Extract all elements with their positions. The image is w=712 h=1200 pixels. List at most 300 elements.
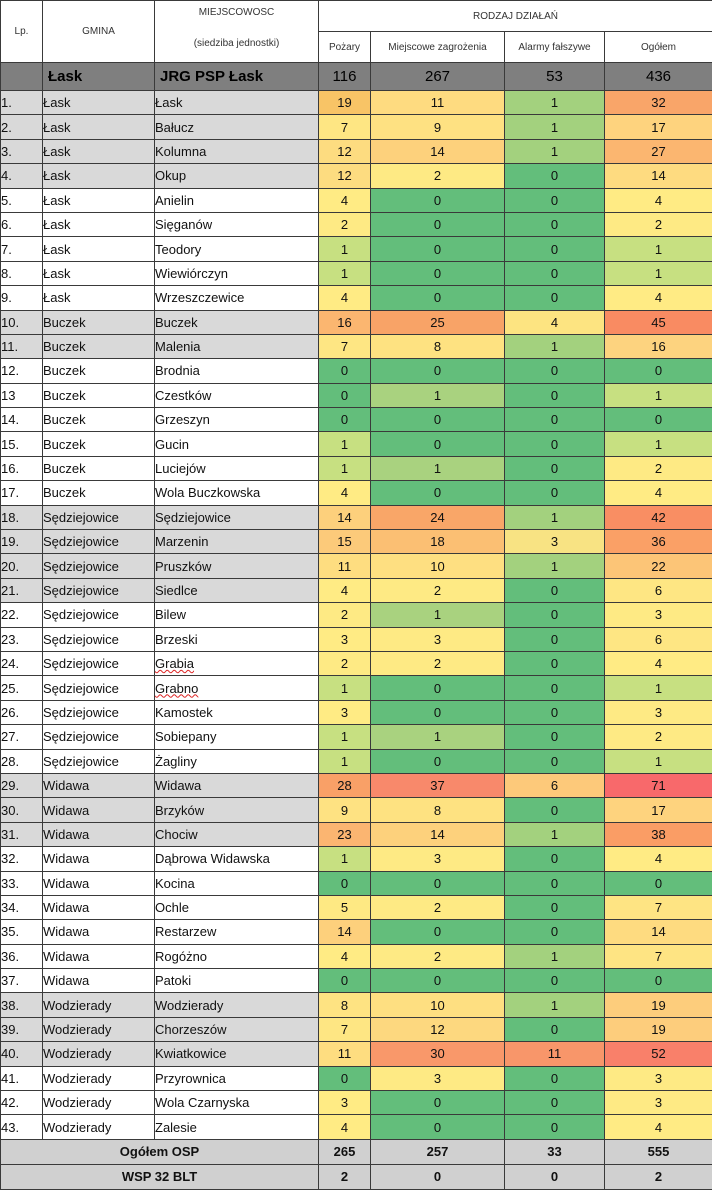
header-miejscowosc-label: MIEJSCOWOSC: [198, 7, 275, 18]
row-lp: 4.: [1, 164, 43, 188]
row-miejscowe: 0: [371, 237, 505, 261]
table-row: [1, 91, 712, 115]
table-row: [1, 993, 712, 1017]
table-row: [1, 920, 712, 944]
row-alarmy: 0: [505, 1017, 605, 1041]
row-alarmy: 0: [505, 164, 605, 188]
jrg-pozary: 116: [319, 63, 371, 91]
row-gmina: Sędziejowice: [43, 505, 155, 529]
row-ogolem: 3: [605, 700, 712, 724]
row-miejscowosc: Kocina: [155, 871, 319, 895]
totals-miejscowe: 0: [371, 1164, 505, 1189]
table-row: [1, 383, 712, 407]
row-ogolem: 27: [605, 139, 712, 163]
row-miejscowe: 12: [371, 1017, 505, 1041]
row-alarmy: 1: [505, 91, 605, 115]
row-miejscowe: 30: [371, 1042, 505, 1066]
row-gmina: Buczek: [43, 310, 155, 334]
row-lp: 28.: [1, 749, 43, 773]
row-alarmy: 1: [505, 822, 605, 846]
row-gmina: Łask: [43, 115, 155, 139]
row-alarmy: 0: [505, 627, 605, 651]
row-gmina: Sędziejowice: [43, 530, 155, 554]
row-pozary: 4: [319, 1115, 371, 1139]
table-row: [1, 651, 712, 675]
row-lp: 13: [1, 383, 43, 407]
row-ogolem: 3: [605, 1091, 712, 1115]
table-row: [1, 505, 712, 529]
table-row: [1, 164, 712, 188]
row-pozary: 1: [319, 432, 371, 456]
row-lp: 12.: [1, 359, 43, 383]
row-pozary: 7: [319, 115, 371, 139]
table-row: [1, 212, 712, 236]
row-lp: 32.: [1, 847, 43, 871]
totals-label: Ogółem OSP: [1, 1139, 319, 1164]
row-alarmy: 0: [505, 725, 605, 749]
row-pozary: 19: [319, 91, 371, 115]
row-alarmy: 0: [505, 1115, 605, 1139]
row-gmina: Widawa: [43, 871, 155, 895]
row-pozary: 4: [319, 481, 371, 505]
row-lp: 20.: [1, 554, 43, 578]
row-ogolem: 22: [605, 554, 712, 578]
totals-alarmy: 0: [505, 1164, 605, 1189]
row-gmina: Buczek: [43, 408, 155, 432]
row-miejscowe: 9: [371, 115, 505, 139]
row-lp: 3.: [1, 139, 43, 163]
table-row: [1, 115, 712, 139]
row-pozary: 3: [319, 627, 371, 651]
jrg-name: JRG PSP Łask: [155, 63, 319, 91]
row-ogolem: 7: [605, 895, 712, 919]
row-miejscowe: 0: [371, 481, 505, 505]
totals-ogolem: 2: [605, 1164, 712, 1189]
row-ogolem: 38: [605, 822, 712, 846]
row-gmina: Wodzierady: [43, 993, 155, 1017]
row-alarmy: 0: [505, 408, 605, 432]
table-row: [1, 578, 712, 602]
table-row: [1, 773, 712, 797]
row-ogolem: 36: [605, 530, 712, 554]
jrg-miejscowe: 267: [371, 63, 505, 91]
header-lp: Lp.: [1, 1, 43, 63]
row-pozary: 12: [319, 164, 371, 188]
table-row: [1, 1115, 712, 1139]
row-alarmy: 0: [505, 481, 605, 505]
row-pozary: 14: [319, 505, 371, 529]
row-alarmy: 0: [505, 212, 605, 236]
row-lp: 24.: [1, 651, 43, 675]
row-ogolem: 0: [605, 359, 712, 383]
row-miejscowosc: Brzeski: [155, 627, 319, 651]
row-alarmy: 0: [505, 651, 605, 675]
row-ogolem: 32: [605, 91, 712, 115]
row-gmina: Łask: [43, 261, 155, 285]
row-alarmy: 1: [505, 139, 605, 163]
row-pozary: 23: [319, 822, 371, 846]
row-miejscowe: 1: [371, 725, 505, 749]
row-pozary: 1: [319, 456, 371, 480]
row-lp: 18.: [1, 505, 43, 529]
totals-ogolem: 555: [605, 1139, 712, 1164]
row-pozary: 1: [319, 749, 371, 773]
row-miejscowosc: Brzyków: [155, 798, 319, 822]
row-pozary: 7: [319, 334, 371, 358]
row-miejscowe: 37: [371, 773, 505, 797]
row-alarmy: 0: [505, 1066, 605, 1090]
row-miejscowosc: Rogóżno: [155, 944, 319, 968]
row-ogolem: 0: [605, 871, 712, 895]
row-miejscowe: 0: [371, 1115, 505, 1139]
row-miejscowosc: Bilew: [155, 603, 319, 627]
row-pozary: 4: [319, 944, 371, 968]
table-row: [1, 822, 712, 846]
row-miejscowe: 0: [371, 749, 505, 773]
row-lp: 27.: [1, 725, 43, 749]
row-pozary: 1: [319, 676, 371, 700]
row-miejscowosc: [155, 651, 319, 675]
row-pozary: 0: [319, 1066, 371, 1090]
row-ogolem: 4: [605, 1115, 712, 1139]
table-row: [1, 749, 712, 773]
row-lp: 30.: [1, 798, 43, 822]
table-row: [1, 481, 712, 505]
row-alarmy: 0: [505, 969, 605, 993]
row-gmina: Sędziejowice: [43, 554, 155, 578]
totals-pozary: 265: [319, 1139, 371, 1164]
header-miejscowosc: [155, 1, 319, 63]
row-lp: 26.: [1, 700, 43, 724]
row-ogolem: 4: [605, 286, 712, 310]
row-lp: 41.: [1, 1066, 43, 1090]
table-row: [1, 895, 712, 919]
row-alarmy: 0: [505, 188, 605, 212]
row-lp: 19.: [1, 530, 43, 554]
row-alarmy: 0: [505, 286, 605, 310]
row-gmina: Sędziejowice: [43, 749, 155, 773]
row-miejscowosc: Wola Buczkowska: [155, 481, 319, 505]
table-row: [1, 188, 712, 212]
header-siedziba-label: (siedziba jednostki): [193, 38, 280, 49]
row-ogolem: 3: [605, 603, 712, 627]
row-lp: 6.: [1, 212, 43, 236]
row-lp: 15.: [1, 432, 43, 456]
row-miejscowe: 24: [371, 505, 505, 529]
row-gmina: Sędziejowice: [43, 578, 155, 602]
row-ogolem: 6: [605, 627, 712, 651]
row-alarmy: 1: [505, 115, 605, 139]
row-gmina: Buczek: [43, 383, 155, 407]
row-ogolem: 0: [605, 408, 712, 432]
row-gmina: Widawa: [43, 969, 155, 993]
table-row: [1, 334, 712, 358]
row-miejscowe: 2: [371, 944, 505, 968]
row-gmina: Buczek: [43, 334, 155, 358]
row-miejscowosc: Ochle: [155, 895, 319, 919]
row-miejscowosc: Gucin: [155, 432, 319, 456]
row-gmina: Widawa: [43, 920, 155, 944]
table-row: [1, 261, 712, 285]
row-alarmy: 0: [505, 676, 605, 700]
row-miejscowe: 0: [371, 286, 505, 310]
totals-row-osp: [1, 1139, 712, 1164]
row-miejscowosc: Wiewiórczyn: [155, 261, 319, 285]
row-miejscowe: 14: [371, 139, 505, 163]
row-ogolem: 17: [605, 115, 712, 139]
row-gmina: Wodzierady: [43, 1115, 155, 1139]
row-miejscowosc: Przyrownica: [155, 1066, 319, 1090]
row-alarmy: 0: [505, 871, 605, 895]
row-miejscowe: 10: [371, 554, 505, 578]
row-gmina: Sędziejowice: [43, 603, 155, 627]
row-pozary: 4: [319, 286, 371, 310]
row-lp: 40.: [1, 1042, 43, 1066]
row-alarmy: 0: [505, 383, 605, 407]
row-miejscowe: 2: [371, 895, 505, 919]
row-lp: 38.: [1, 993, 43, 1017]
row-miejscowe: 0: [371, 408, 505, 432]
row-lp: 21.: [1, 578, 43, 602]
row-ogolem: 52: [605, 1042, 712, 1066]
table-row: [1, 286, 712, 310]
row-miejscowosc: Wrzeszczewice: [155, 286, 319, 310]
row-lp: 22.: [1, 603, 43, 627]
row-miejscowosc: Wodzierady: [155, 993, 319, 1017]
table-row: [1, 676, 712, 700]
row-ogolem: 14: [605, 920, 712, 944]
row-miejscowosc: Kamostek: [155, 700, 319, 724]
row-alarmy: 0: [505, 432, 605, 456]
row-gmina: Wodzierady: [43, 1042, 155, 1066]
row-pozary: 11: [319, 554, 371, 578]
row-miejscowe: 1: [371, 383, 505, 407]
row-alarmy: 0: [505, 749, 605, 773]
row-lp: 37.: [1, 969, 43, 993]
row-gmina: Buczek: [43, 456, 155, 480]
row-ogolem: 4: [605, 188, 712, 212]
row-gmina: Widawa: [43, 847, 155, 871]
row-miejscowe: 1: [371, 456, 505, 480]
row-pozary: 1: [319, 847, 371, 871]
row-alarmy: 0: [505, 920, 605, 944]
row-miejscowe: 0: [371, 261, 505, 285]
row-lp: 25.: [1, 676, 43, 700]
row-lp: 42.: [1, 1091, 43, 1115]
row-miejscowosc: Luciejów: [155, 456, 319, 480]
row-alarmy: 0: [505, 798, 605, 822]
row-lp: 8.: [1, 261, 43, 285]
row-pozary: 15: [319, 530, 371, 554]
row-miejscowe: 0: [371, 700, 505, 724]
row-alarmy: 1: [505, 554, 605, 578]
row-gmina: Wodzierady: [43, 1017, 155, 1041]
row-miejscowe: 14: [371, 822, 505, 846]
totals-miejscowe: 257: [371, 1139, 505, 1164]
row-miejscowe: 0: [371, 969, 505, 993]
row-alarmy: 1: [505, 505, 605, 529]
row-miejscowe: 0: [371, 359, 505, 383]
row-miejscowe: 0: [371, 920, 505, 944]
row-miejscowe: 10: [371, 993, 505, 1017]
row-gmina: Buczek: [43, 432, 155, 456]
row-miejscowosc: Dąbrowa Widawska: [155, 847, 319, 871]
jrg-ogolem: 436: [605, 63, 712, 91]
table-row: [1, 871, 712, 895]
row-miejscowe: 3: [371, 627, 505, 651]
row-miejscowosc: Kwiatkowice: [155, 1042, 319, 1066]
row-miejscowosc-text: Grabia: [155, 656, 195, 672]
table-row: [1, 554, 712, 578]
table-row: [1, 530, 712, 554]
row-ogolem: 14: [605, 164, 712, 188]
row-pozary: 0: [319, 408, 371, 432]
row-ogolem: 71: [605, 773, 712, 797]
row-alarmy: 1: [505, 334, 605, 358]
row-miejscowosc: Buczek: [155, 310, 319, 334]
row-alarmy: 0: [505, 603, 605, 627]
row-gmina: Łask: [43, 237, 155, 261]
row-alarmy: 0: [505, 700, 605, 724]
row-alarmy: 0: [505, 895, 605, 919]
row-miejscowosc: Sobiepany: [155, 725, 319, 749]
row-ogolem: 2: [605, 725, 712, 749]
jrg-alarmy: 53: [505, 63, 605, 91]
row-miejscowosc: [155, 676, 319, 700]
table-row: [1, 798, 712, 822]
row-ogolem: 1: [605, 383, 712, 407]
row-ogolem: 3: [605, 1066, 712, 1090]
row-miejscowosc: Siedlce: [155, 578, 319, 602]
row-gmina: Widawa: [43, 773, 155, 797]
row-gmina: Buczek: [43, 481, 155, 505]
row-miejscowe: 0: [371, 1091, 505, 1115]
row-ogolem: 4: [605, 847, 712, 871]
totals-row-wsp: [1, 1164, 712, 1189]
row-pozary: 1: [319, 261, 371, 285]
table-row: [1, 1017, 712, 1041]
row-miejscowosc: Malenia: [155, 334, 319, 358]
row-miejscowosc: Chorzeszów: [155, 1017, 319, 1041]
table-row: [1, 1042, 712, 1066]
table-row: [1, 1091, 712, 1115]
row-lp: 11.: [1, 334, 43, 358]
row-ogolem: 1: [605, 237, 712, 261]
row-lp: 17.: [1, 481, 43, 505]
table-row: [1, 408, 712, 432]
row-ogolem: 4: [605, 651, 712, 675]
row-pozary: 11: [319, 1042, 371, 1066]
row-alarmy: 0: [505, 359, 605, 383]
row-gmina: Sędziejowice: [43, 627, 155, 651]
table-row: [1, 969, 712, 993]
row-pozary: 1: [319, 237, 371, 261]
row-alarmy: 4: [505, 310, 605, 334]
row-lp: 2.: [1, 115, 43, 139]
row-alarmy: 3: [505, 530, 605, 554]
row-lp: 9.: [1, 286, 43, 310]
row-ogolem: 19: [605, 1017, 712, 1041]
header-pozary: Pożary: [319, 32, 371, 63]
row-miejscowosc: Brodnia: [155, 359, 319, 383]
row-pozary: 0: [319, 383, 371, 407]
row-miejscowe: 25: [371, 310, 505, 334]
row-miejscowosc: Chociw: [155, 822, 319, 846]
row-gmina: Sędziejowice: [43, 676, 155, 700]
row-alarmy: 1: [505, 944, 605, 968]
row-miejscowosc: Marzenin: [155, 530, 319, 554]
totals-alarmy: 33: [505, 1139, 605, 1164]
row-ogolem: 0: [605, 969, 712, 993]
row-miejscowosc: Czestków: [155, 383, 319, 407]
row-alarmy: 0: [505, 1091, 605, 1115]
row-ogolem: 1: [605, 261, 712, 285]
row-lp: 10.: [1, 310, 43, 334]
row-pozary: 9: [319, 798, 371, 822]
totals-pozary: 2: [319, 1164, 371, 1189]
row-miejscowe: 0: [371, 432, 505, 456]
row-miejscowe: 11: [371, 91, 505, 115]
row-gmina: Widawa: [43, 895, 155, 919]
row-ogolem: 19: [605, 993, 712, 1017]
row-pozary: 0: [319, 969, 371, 993]
row-miejscowe: 2: [371, 651, 505, 675]
table-row: [1, 432, 712, 456]
row-alarmy: 0: [505, 261, 605, 285]
row-miejscowosc: Pruszków: [155, 554, 319, 578]
row-gmina: Wodzierady: [43, 1066, 155, 1090]
table-row: [1, 603, 712, 627]
row-gmina: Łask: [43, 188, 155, 212]
table-row: [1, 139, 712, 163]
row-pozary: 5: [319, 895, 371, 919]
table-row: [1, 359, 712, 383]
row-miejscowe: 0: [371, 676, 505, 700]
row-gmina: Sędziejowice: [43, 700, 155, 724]
row-miejscowosc: Okup: [155, 164, 319, 188]
row-gmina: Łask: [43, 212, 155, 236]
row-miejscowosc: Wola Czarnyska: [155, 1091, 319, 1115]
jrg-lp: [1, 63, 43, 91]
row-miejscowe: 3: [371, 1066, 505, 1090]
row-pozary: 8: [319, 993, 371, 1017]
row-gmina: Widawa: [43, 822, 155, 846]
row-lp: 23.: [1, 627, 43, 651]
row-miejscowe: 0: [371, 188, 505, 212]
row-miejscowosc: Bałucz: [155, 115, 319, 139]
row-pozary: 0: [319, 359, 371, 383]
row-ogolem: 1: [605, 432, 712, 456]
row-gmina: Łask: [43, 164, 155, 188]
row-pozary: 1: [319, 725, 371, 749]
row-lp: 7.: [1, 237, 43, 261]
row-pozary: 3: [319, 700, 371, 724]
row-pozary: 4: [319, 578, 371, 602]
row-miejscowosc: Teodory: [155, 237, 319, 261]
row-pozary: 2: [319, 212, 371, 236]
row-lp: 14.: [1, 408, 43, 432]
row-lp: 16.: [1, 456, 43, 480]
row-pozary: 14: [319, 920, 371, 944]
row-alarmy: 0: [505, 456, 605, 480]
row-lp: 36.: [1, 944, 43, 968]
row-ogolem: 17: [605, 798, 712, 822]
row-lp: 31.: [1, 822, 43, 846]
table-row: [1, 310, 712, 334]
table-row: [1, 944, 712, 968]
row-miejscowosc: Grzeszyn: [155, 408, 319, 432]
row-miejscowosc: Patoki: [155, 969, 319, 993]
